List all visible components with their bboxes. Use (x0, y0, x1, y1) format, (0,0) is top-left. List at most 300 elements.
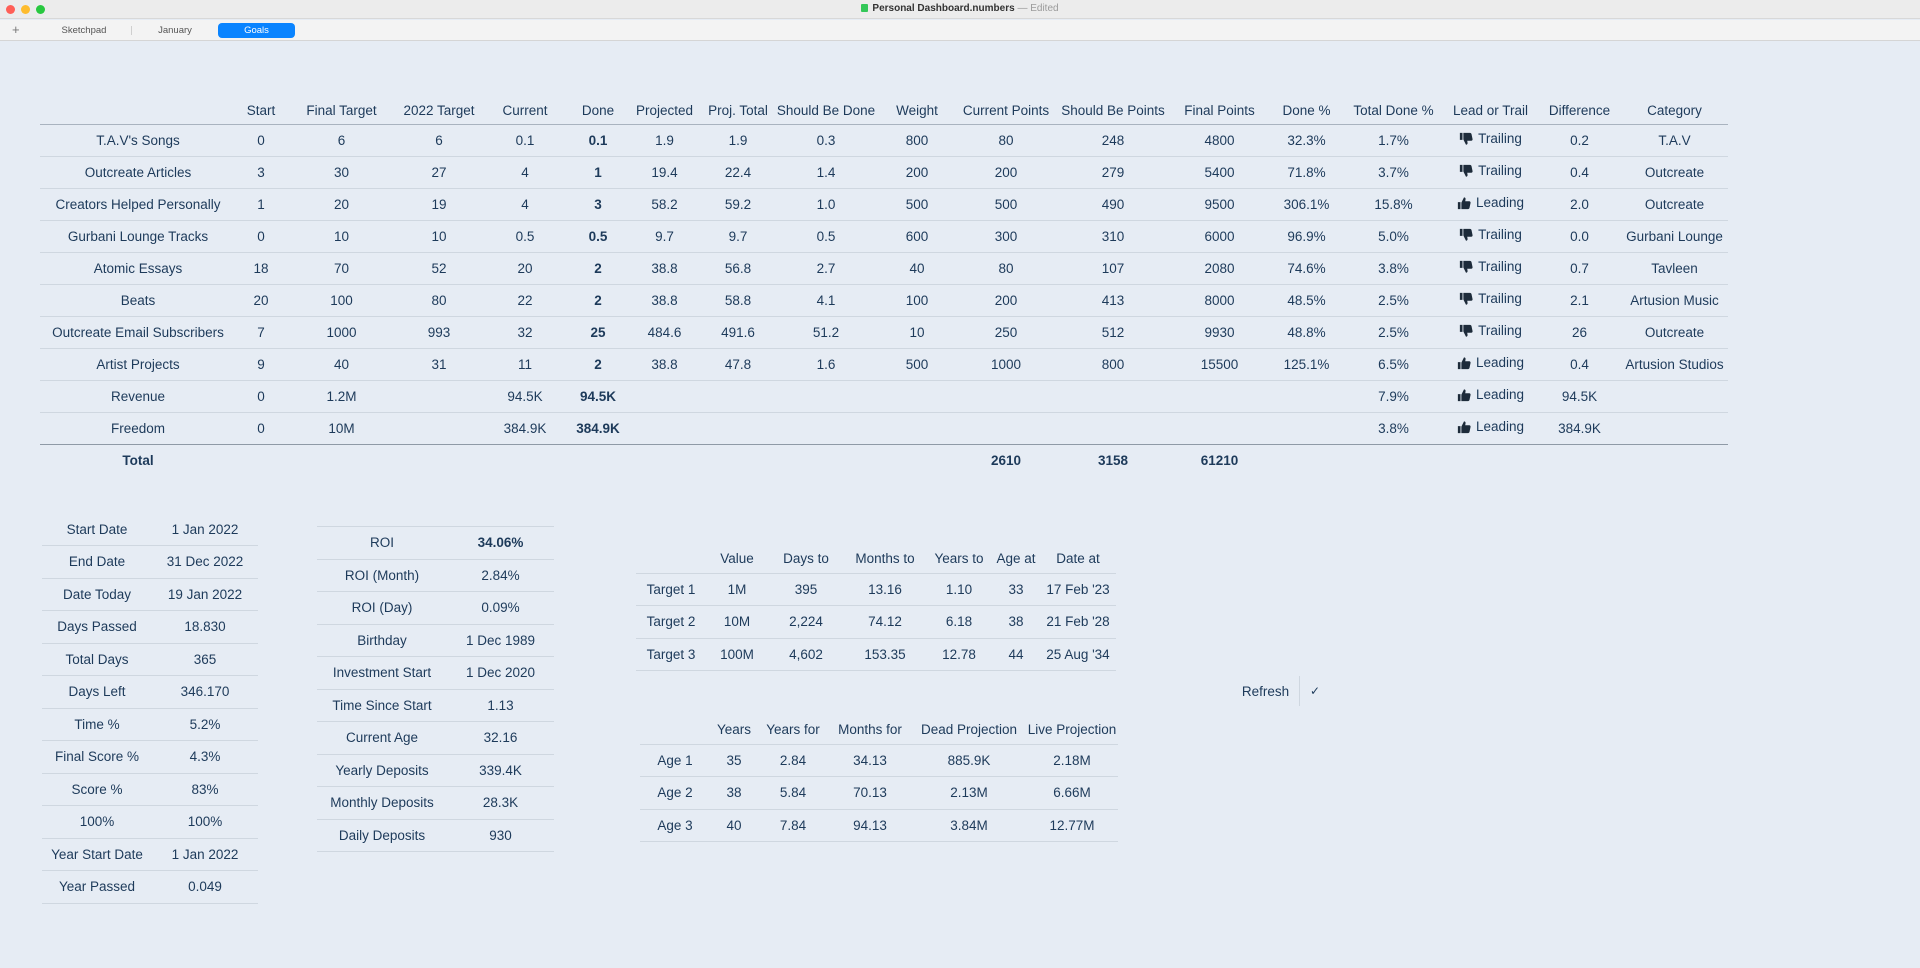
cell-should-be-done[interactable] (774, 380, 878, 412)
cell-done[interactable]: 384.9K (569, 412, 627, 444)
row-value[interactable]: 28.3K (447, 787, 554, 820)
row-value[interactable]: 1 Dec 2020 (447, 657, 554, 690)
cell[interactable]: 1M (706, 573, 768, 606)
cell-should-be-done[interactable]: 1.0 (774, 188, 878, 220)
cell-current[interactable]: 0.5 (481, 220, 569, 252)
cell-weight[interactable] (878, 412, 956, 444)
lead-trail-label: Trailing (1478, 259, 1522, 275)
cell-done-pct[interactable]: 71.8% (1269, 156, 1344, 188)
cell[interactable]: 2.13M (912, 777, 1026, 810)
cell[interactable]: 17 Feb '23 (1040, 573, 1116, 606)
sheet-tab-bar (0, 20, 1920, 41)
cell-category[interactable] (1621, 412, 1728, 444)
cell-current[interactable]: 384.9K (481, 412, 569, 444)
cell-category[interactable]: Gurbani Lounge (1621, 220, 1728, 252)
total-should-be-points[interactable]: 3158 (1097, 453, 1129, 469)
targets-table (636, 545, 1116, 671)
cell[interactable]: 100M (706, 638, 768, 671)
row-value[interactable]: 346.170 (152, 676, 258, 709)
cell-proj-total[interactable]: 47.8 (702, 348, 774, 380)
tab-sketchpad[interactable]: Sketchpad (61, 25, 107, 36)
table-row (317, 527, 554, 560)
cell[interactable]: 44 (992, 638, 1040, 671)
cell-should-be-done[interactable]: 1.4 (774, 156, 878, 188)
cell-weight[interactable]: 10 (878, 316, 956, 348)
row-label[interactable]: Daily Deposits (317, 819, 447, 852)
cell-difference[interactable]: 94.5K (1538, 380, 1621, 412)
row-label[interactable]: Age 1 (640, 744, 710, 777)
row-value[interactable]: 32.16 (447, 722, 554, 755)
cell-projected[interactable] (627, 412, 702, 444)
row-value[interactable]: 365 (152, 643, 258, 676)
cell-target-2022[interactable]: 80 (397, 284, 481, 316)
row-value[interactable]: 1.13 (447, 689, 554, 722)
cell-should-be-done[interactable] (774, 412, 878, 444)
cell-target-2022[interactable]: 52 (397, 252, 481, 284)
lead-trail-label: Leading (1475, 419, 1525, 435)
row-label[interactable]: Time % (42, 708, 152, 741)
cell-lead-trail[interactable] (1443, 380, 1538, 412)
cell-category[interactable]: Artusion Studios (1621, 348, 1728, 380)
row-label[interactable]: ROI (Month) (317, 559, 447, 592)
cell-lead-trail[interactable] (1443, 412, 1538, 444)
table-row (42, 676, 258, 709)
cell-lead-trail[interactable] (1443, 220, 1538, 252)
cell-final-target[interactable]: 40 (286, 348, 397, 380)
cell-difference[interactable]: 0.4 (1538, 348, 1621, 380)
row-label[interactable]: Current Age (317, 722, 447, 755)
cell-final-points[interactable]: 9500 (1170, 188, 1269, 220)
cell-current-points[interactable]: 1000 (956, 348, 1056, 380)
cell-final-points[interactable]: 2080 (1170, 252, 1269, 284)
cell-done[interactable]: 2 (569, 284, 627, 316)
targets-header-row (636, 545, 1116, 573)
cell-difference[interactable]: 0.2 (1538, 124, 1621, 156)
cell-total-done-pct[interactable]: 7.9% (1344, 380, 1443, 412)
row-label[interactable]: Days Passed (42, 611, 152, 644)
row-value[interactable]: 18.830 (152, 611, 258, 644)
row-value[interactable]: 1 Dec 1989 (447, 624, 554, 657)
cell-done-pct[interactable]: 32.3% (1269, 124, 1344, 156)
cell-final-points[interactable] (1170, 412, 1269, 444)
cell-target-2022[interactable]: 10 (397, 220, 481, 252)
lead-trail-label: Leading (1475, 387, 1525, 403)
column-header: Start (236, 97, 286, 124)
cell-proj-total[interactable]: 9.7 (702, 220, 774, 252)
cell[interactable]: 12.78 (926, 638, 992, 671)
cell-target-2022[interactable]: 19 (397, 188, 481, 220)
row-label[interactable]: ROI (Day) (317, 592, 447, 625)
cell[interactable]: 2.18M (1026, 744, 1118, 777)
cell-name[interactable]: Atomic Essays (40, 252, 236, 284)
cell-difference[interactable]: 26 (1538, 316, 1621, 348)
cell-lead-trail[interactable] (1443, 316, 1538, 348)
cell[interactable]: 70.13 (828, 777, 912, 810)
cell-projected[interactable]: 1.9 (627, 124, 702, 156)
cell-start[interactable]: 18 (236, 252, 286, 284)
cell-total-done-pct[interactable]: 2.5% (1344, 316, 1443, 348)
cell-difference[interactable]: 2.1 (1538, 284, 1621, 316)
table-row (40, 124, 1728, 156)
row-label[interactable]: Monthly Deposits (317, 787, 447, 820)
cell-total-done-pct[interactable]: 5.0% (1344, 220, 1443, 252)
cell[interactable]: 74.12 (844, 606, 926, 639)
cell-should-be-done[interactable]: 0.5 (774, 220, 878, 252)
row-label[interactable]: Investment Start (317, 657, 447, 690)
cell-current[interactable]: 32 (481, 316, 569, 348)
row-label[interactable]: Total Days (42, 643, 152, 676)
cell-final-target[interactable]: 20 (286, 188, 397, 220)
row-label[interactable]: Birthday (317, 624, 447, 657)
table-row (317, 689, 554, 722)
cell-should-be-points[interactable] (1056, 412, 1170, 444)
row-value[interactable]: 339.4K (447, 754, 554, 787)
tab-divider (131, 26, 132, 35)
cell[interactable]: 6.66M (1026, 777, 1118, 810)
cell-final-target[interactable]: 10 (286, 220, 397, 252)
cell-projected[interactable]: 9.7 (627, 220, 702, 252)
cell-done-pct[interactable]: 74.6% (1269, 252, 1344, 284)
cell-should-be-points[interactable] (1056, 380, 1170, 412)
cell[interactable]: 21 Feb '28 (1040, 606, 1116, 639)
row-value[interactable]: 0.09% (447, 592, 554, 625)
row-label[interactable]: Target 1 (636, 573, 706, 606)
row-value[interactable]: 1 Jan 2022 (152, 838, 258, 871)
cell-done[interactable]: 0.5 (569, 220, 627, 252)
cell-current[interactable]: 0.1 (481, 124, 569, 156)
cell[interactable]: 395 (768, 573, 844, 606)
cell-done-pct[interactable]: 48.5% (1269, 284, 1344, 316)
cell-current[interactable]: 11 (481, 348, 569, 380)
total-current-points[interactable]: 2610 (990, 453, 1022, 469)
cell[interactable]: 40 (710, 809, 758, 842)
cell-target-2022[interactable]: 31 (397, 348, 481, 380)
cell-done[interactable]: 2 (569, 348, 627, 380)
table-row (317, 819, 554, 852)
lead-trail-indicator (1457, 419, 1524, 434)
refresh-button[interactable]: Refresh (1232, 676, 1300, 706)
cell-weight[interactable]: 500 (878, 188, 956, 220)
cell-total-done-pct[interactable]: 1.7% (1344, 124, 1443, 156)
cell-category[interactable]: Outcreate (1621, 156, 1728, 188)
cell-done-pct[interactable]: 48.8% (1269, 316, 1344, 348)
cell-lead-trail[interactable] (1443, 284, 1538, 316)
row-value[interactable]: 100% (152, 806, 258, 839)
cell-start[interactable]: 7 (236, 316, 286, 348)
cell[interactable]: 885.9K (912, 744, 1026, 777)
cell-proj-total[interactable] (702, 412, 774, 444)
cell-proj-total[interactable]: 491.6 (702, 316, 774, 348)
cell-should-be-points[interactable]: 279 (1056, 156, 1170, 188)
cell-final-target[interactable]: 10M (286, 412, 397, 444)
cell-final-target[interactable]: 100 (286, 284, 397, 316)
cell-current[interactable]: 4 (481, 156, 569, 188)
cell-lead-trail[interactable] (1443, 156, 1538, 188)
cell[interactable]: 33 (992, 573, 1040, 606)
cell-weight[interactable]: 200 (878, 156, 956, 188)
cell[interactable]: 3.84M (912, 809, 1026, 842)
cell[interactable]: 10M (706, 606, 768, 639)
cell-weight[interactable]: 600 (878, 220, 956, 252)
total-label[interactable]: Total (122, 453, 154, 469)
cell-final-points[interactable]: 6000 (1170, 220, 1269, 252)
cell[interactable]: 12.77M (1026, 809, 1118, 842)
cell-category[interactable]: Outcreate (1621, 188, 1728, 220)
cell-should-be-done[interactable]: 0.3 (774, 124, 878, 156)
cell-should-be-points[interactable]: 413 (1056, 284, 1170, 316)
row-label[interactable]: Final Score % (42, 741, 152, 774)
cell[interactable]: 38 (710, 777, 758, 810)
cell-start[interactable]: 0 (236, 220, 286, 252)
cell-done[interactable]: 94.5K (569, 380, 627, 412)
cell[interactable]: 94.13 (828, 809, 912, 842)
cell[interactable]: 2,224 (768, 606, 844, 639)
cell-current-points[interactable] (956, 380, 1056, 412)
cell-difference[interactable]: 0.0 (1538, 220, 1621, 252)
cell-weight[interactable]: 100 (878, 284, 956, 316)
cell[interactable]: 35 (710, 744, 758, 777)
cell-total-done-pct[interactable]: 15.8% (1344, 188, 1443, 220)
cell-start[interactable]: 0 (236, 124, 286, 156)
row-value[interactable]: 2.84% (447, 559, 554, 592)
cell-name[interactable]: Beats (40, 284, 236, 316)
row-value[interactable]: 83% (152, 773, 258, 806)
cell-proj-total[interactable]: 56.8 (702, 252, 774, 284)
row-label[interactable]: Time Since Start (317, 689, 447, 722)
refresh-checkbox[interactable]: ✓ (1310, 684, 1321, 698)
table-row (42, 643, 258, 676)
cell-name[interactable]: Gurbani Lounge Tracks (40, 220, 236, 252)
cell-done-pct[interactable]: 125.1% (1269, 348, 1344, 380)
row-value[interactable]: 4.3% (152, 741, 258, 774)
cell-name[interactable]: Creators Helped Personally (40, 188, 236, 220)
cell-final-target[interactable]: 6 (286, 124, 397, 156)
cell-final-points[interactable]: 15500 (1170, 348, 1269, 380)
row-label[interactable]: Date Today (42, 578, 152, 611)
cell-should-be-points[interactable]: 490 (1056, 188, 1170, 220)
cell-current-points[interactable]: 200 (956, 156, 1056, 188)
cell-current[interactable]: 4 (481, 188, 569, 220)
row-value[interactable]: 19 Jan 2022 (152, 578, 258, 611)
cell-category[interactable] (1621, 380, 1728, 412)
cell-current-points[interactable]: 80 (956, 252, 1056, 284)
row-label[interactable]: 100% (42, 806, 152, 839)
cell[interactable]: 5.84 (758, 777, 828, 810)
column-header: Proj. Total (702, 97, 774, 124)
cell-current[interactable]: 94.5K (481, 380, 569, 412)
cell-proj-total[interactable]: 58.8 (702, 284, 774, 316)
column-header: Should Be Points (1056, 97, 1170, 124)
cell[interactable]: 7.84 (758, 809, 828, 842)
cell-start[interactable]: 0 (236, 380, 286, 412)
cell-difference[interactable]: 384.9K (1538, 412, 1621, 444)
cell-should-be-points[interactable]: 512 (1056, 316, 1170, 348)
cell[interactable]: 34.13 (828, 744, 912, 777)
cell[interactable]: 4,602 (768, 638, 844, 671)
cell-done-pct[interactable] (1269, 412, 1344, 444)
cell-final-points[interactable]: 9930 (1170, 316, 1269, 348)
cell-start[interactable]: 1 (236, 188, 286, 220)
cell-lead-trail[interactable] (1443, 348, 1538, 380)
cell-done-pct[interactable] (1269, 380, 1344, 412)
row-label[interactable]: ROI (317, 527, 447, 560)
cell-current-points[interactable]: 200 (956, 284, 1056, 316)
cell-final-target[interactable]: 30 (286, 156, 397, 188)
row-label[interactable]: Year Start Date (42, 838, 152, 871)
row-label[interactable]: Days Left (42, 676, 152, 709)
cell-proj-total[interactable]: 1.9 (702, 124, 774, 156)
column-header: Date at (1040, 545, 1116, 573)
row-label[interactable]: Target 3 (636, 638, 706, 671)
column-header: Value (706, 545, 768, 573)
cell-should-be-points[interactable]: 800 (1056, 348, 1170, 380)
cell-final-target[interactable]: 1000 (286, 316, 397, 348)
column-header: Age at (992, 545, 1040, 573)
row-value[interactable]: 930 (447, 819, 554, 852)
total-final-points[interactable]: 61210 (1200, 453, 1239, 469)
cell-projected[interactable]: 19.4 (627, 156, 702, 188)
tab-goals[interactable]: Goals (218, 23, 295, 38)
cell-done[interactable]: 25 (569, 316, 627, 348)
cell-should-be-done[interactable]: 2.7 (774, 252, 878, 284)
column-header: Months to (844, 545, 926, 573)
cell-name[interactable]: Freedom (40, 412, 236, 444)
row-label[interactable]: Score % (42, 773, 152, 806)
cell-total-done-pct[interactable]: 3.7% (1344, 156, 1443, 188)
cell-current-points[interactable]: 80 (956, 124, 1056, 156)
row-label[interactable]: Age 2 (640, 777, 710, 810)
cell-current[interactable]: 20 (481, 252, 569, 284)
cell-lead-trail[interactable] (1443, 124, 1538, 156)
cell-weight[interactable]: 800 (878, 124, 956, 156)
cell-projected[interactable]: 38.8 (627, 284, 702, 316)
cell-should-be-points[interactable]: 310 (1056, 220, 1170, 252)
cell[interactable]: 2.84 (758, 744, 828, 777)
cell-name[interactable]: Outcreate Email Subscribers (40, 316, 236, 348)
cell-name[interactable]: T.A.V's Songs (40, 124, 236, 156)
cell-name[interactable]: Revenue (40, 380, 236, 412)
cell-category[interactable]: T.A.V (1621, 124, 1728, 156)
cell-done[interactable]: 0.1 (569, 124, 627, 156)
cell-target-2022[interactable]: 6 (397, 124, 481, 156)
cell-done-pct[interactable]: 306.1% (1269, 188, 1344, 220)
row-value[interactable]: 1 Jan 2022 (152, 513, 258, 546)
row-value[interactable]: 5.2% (152, 708, 258, 741)
cell-proj-total[interactable]: 59.2 (702, 188, 774, 220)
cell-weight[interactable]: 40 (878, 252, 956, 284)
cell-final-target[interactable]: 70 (286, 252, 397, 284)
cell-category[interactable]: Tavleen (1621, 252, 1728, 284)
cell[interactable]: 153.35 (844, 638, 926, 671)
cell-final-points[interactable] (1170, 380, 1269, 412)
cell-difference[interactable]: 0.4 (1538, 156, 1621, 188)
row-label[interactable]: Yearly Deposits (317, 754, 447, 787)
cell-final-points[interactable]: 4800 (1170, 124, 1269, 156)
row-label[interactable]: Start Date (42, 513, 152, 546)
cell-target-2022[interactable]: 27 (397, 156, 481, 188)
cell-done[interactable]: 1 (569, 156, 627, 188)
cell-final-target[interactable]: 1.2M (286, 380, 397, 412)
cell-current-points[interactable] (956, 412, 1056, 444)
cell-should-be-points[interactable]: 107 (1056, 252, 1170, 284)
column-header: Category (1621, 97, 1728, 124)
cell-total-done-pct[interactable]: 2.5% (1344, 284, 1443, 316)
cell-current-points[interactable]: 300 (956, 220, 1056, 252)
cell-should-be-done[interactable]: 51.2 (774, 316, 878, 348)
cell-current-points[interactable]: 500 (956, 188, 1056, 220)
cell-target-2022[interactable] (397, 380, 481, 412)
window-title: Personal Dashboard.numbers — Edited (0, 3, 1920, 14)
cell-should-be-done[interactable]: 1.6 (774, 348, 878, 380)
tab-january[interactable]: January (158, 25, 192, 36)
cell-projected[interactable] (627, 380, 702, 412)
cell-current[interactable]: 22 (481, 284, 569, 316)
cell-done[interactable]: 2 (569, 252, 627, 284)
cell-name[interactable]: Outcreate Articles (40, 156, 236, 188)
cell-difference[interactable]: 0.7 (1538, 252, 1621, 284)
cell-proj-total[interactable] (702, 380, 774, 412)
cell-start[interactable]: 0 (236, 412, 286, 444)
cell-name[interactable]: Artist Projects (40, 348, 236, 380)
cell-weight[interactable] (878, 380, 956, 412)
row-value[interactable]: 0.049 (152, 871, 258, 904)
cell-total-done-pct[interactable]: 3.8% (1344, 252, 1443, 284)
cell[interactable]: 1.10 (926, 573, 992, 606)
cell-weight[interactable]: 500 (878, 348, 956, 380)
cell-lead-trail[interactable] (1443, 252, 1538, 284)
cell[interactable]: 25 Aug '34 (1040, 638, 1116, 671)
cell-category[interactable]: Outcreate (1621, 316, 1728, 348)
cell[interactable]: 13.16 (844, 573, 926, 606)
cell-projected[interactable]: 484.6 (627, 316, 702, 348)
row-label[interactable]: Target 2 (636, 606, 706, 639)
row-label[interactable]: Age 3 (640, 809, 710, 842)
add-sheet-button[interactable]: + (12, 22, 20, 37)
cell-should-be-done[interactable]: 4.1 (774, 284, 878, 316)
row-value[interactable]: 31 Dec 2022 (152, 546, 258, 579)
cell-start[interactable]: 3 (236, 156, 286, 188)
column-header: Final Target (286, 97, 397, 124)
cell[interactable]: 38 (992, 606, 1040, 639)
cell-final-points[interactable]: 5400 (1170, 156, 1269, 188)
column-header: Current (481, 97, 569, 124)
cell-start[interactable]: 9 (236, 348, 286, 380)
cell-current-points[interactable]: 250 (956, 316, 1056, 348)
cell-total-done-pct[interactable]: 6.5% (1344, 348, 1443, 380)
row-label[interactable]: Year Passed (42, 871, 152, 904)
cell-should-be-points[interactable]: 248 (1056, 124, 1170, 156)
cell-lead-trail[interactable] (1443, 188, 1538, 220)
cell-done-pct[interactable]: 96.9% (1269, 220, 1344, 252)
column-header: Lead or Trail (1443, 97, 1538, 124)
cell-target-2022[interactable]: 993 (397, 316, 481, 348)
cell-projected[interactable]: 38.8 (627, 252, 702, 284)
cell-total-done-pct[interactable]: 3.8% (1344, 412, 1443, 444)
lead-trail-indicator (1459, 259, 1522, 274)
cell-projected[interactable]: 58.2 (627, 188, 702, 220)
cell-start[interactable]: 20 (236, 284, 286, 316)
cell-projected[interactable]: 38.8 (627, 348, 702, 380)
cell[interactable]: 6.18 (926, 606, 992, 639)
row-value[interactable]: 34.06% (447, 527, 554, 560)
cell-target-2022[interactable] (397, 412, 481, 444)
cell-done[interactable]: 3 (569, 188, 627, 220)
cell-final-points[interactable]: 8000 (1170, 284, 1269, 316)
cell-difference[interactable]: 2.0 (1538, 188, 1621, 220)
cell-proj-total[interactable]: 22.4 (702, 156, 774, 188)
row-label[interactable]: End Date (42, 546, 152, 579)
cell-category[interactable]: Artusion Music (1621, 284, 1728, 316)
